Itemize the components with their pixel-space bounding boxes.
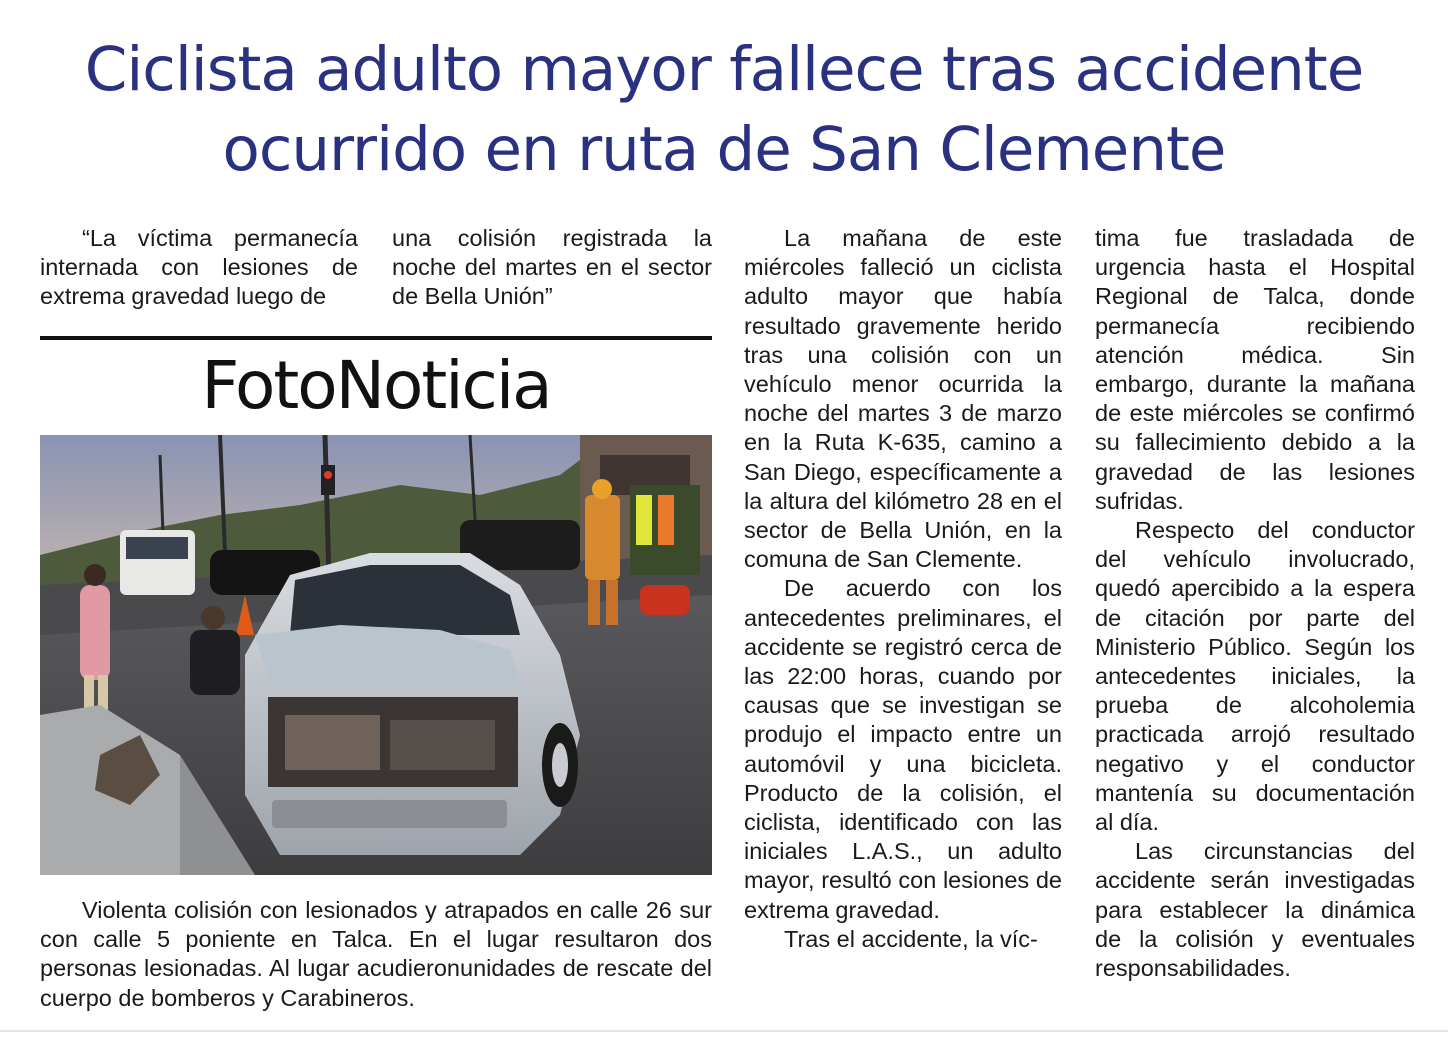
caption-text: Violenta colisión con lesionados y atrapados en calle 26 sur con calle 5 poniente en Talca. En el lugar resultaron dos personas lesionadas. Al lugar acudieronunidades de rescate del cuerpo de bomberos y Carabineros. [40,897,712,1011]
article-paragraph-continued: tima fue trasladada de urgencia hasta el Hospital Regional de Talca, donde permanecía recibiendo atención médica. Sin embargo, durante la mañana de este miércoles se confirmó su fallecimiento debido a la gravedad de las lesiones sufridas. [1095,225,1415,514]
article-paragraph: Respecto del conductor del vehículo involucrado, quedó apercibido a la espera de citación por parte del Ministerio Público. Según los antecedentes iniciales, la prueba de alcoholemia practicada arrojó resultado negativo y el conductor mantenía su documentación al día. [1095,517,1415,836]
article-paragraph: Tras el accidente, la víc- [784,925,1038,952]
article-paragraph: Las circunstancias del accidente serán investigadas para establecer la dinámica de la colisión y eventuales responsabilidades. [1095,838,1415,982]
article-column-2 [1095,224,1415,983]
article-paragraph: La mañana de este miércoles falleció un ciclista adulto mayor que había resultado gravemente herido tras una colisión con un vehículo menor ocurrida la noche del martes 3 de marzo en la Ruta K-635, camino a San Diego, específicamente a la altura del kilómetro 28 en el sector de Bella Unión, en la comuna de San Clemente. [744,225,1062,573]
article-paragraph: De acuerdo con los antecedentes preliminares, el accidente se registró cerca de las 22:00 horas, cuando por causas que se investigan se produjo el impacto entre un automóvil y una bicicleta. Producto de la colisión, el ciclista, identificado con las iniciales L.A.S., un adulto mayor, resultó con lesiones de extrema gravedad. [744,575,1062,923]
accident-photo [40,435,712,875]
fotonoticia-title: FotoNoticia [201,347,551,424]
pull-quote-part-2: una colisión registrada la noche del martes en el sector de Bella Unión” [392,225,712,310]
headline-line-1: Ciclista adulto mayor fallece tras accidente [84,34,1364,105]
section-divider [40,336,712,340]
page-bottom-edge [0,1030,1448,1032]
photo-caption [40,896,712,1013]
headline-line-2: ocurrido en ruta de San Clemente [222,114,1226,185]
headline [20,30,1428,190]
article-column-1 [744,224,1062,954]
pull-quote-part-1: “La víctima permanecía internada con lesiones de extrema gravedad luego de [40,225,358,310]
